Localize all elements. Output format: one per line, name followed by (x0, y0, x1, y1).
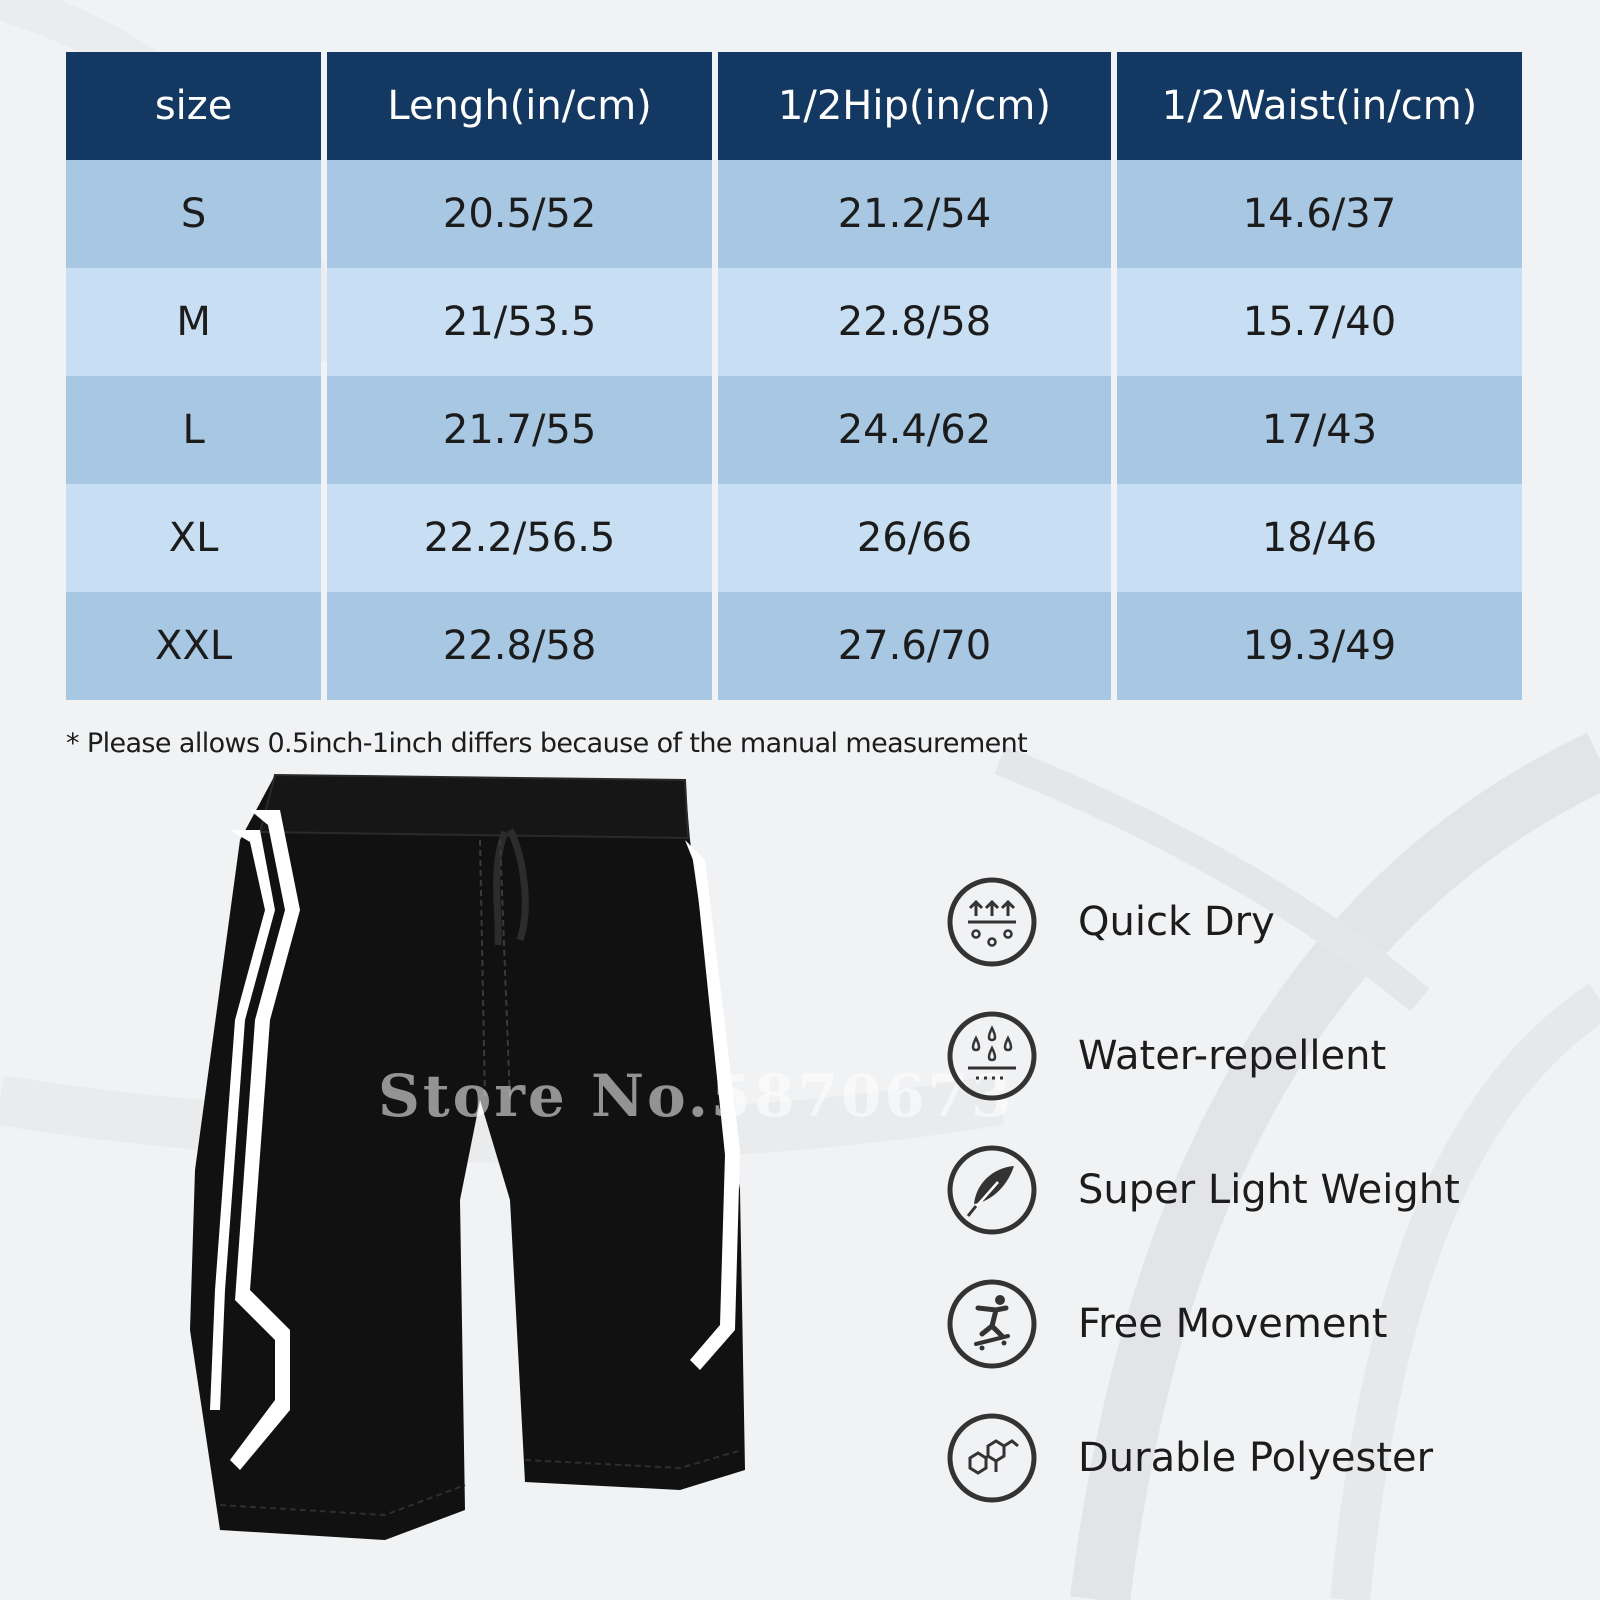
table-row (66, 268, 1522, 376)
length-cell: 22.2/56.5 (327, 484, 712, 592)
length-cell: 21/53.5 (327, 268, 712, 376)
hip-cell: 27.6/70 (718, 592, 1111, 700)
feature-super-light-weight (946, 1142, 1460, 1238)
waist-cell: 17/43 (1117, 376, 1522, 484)
feature-label: Water-repellent (1078, 1033, 1387, 1079)
header-length: Lengh(in/cm) (327, 52, 712, 160)
feature-water-repellent (946, 1008, 1386, 1104)
hip-cell: 21.2/54 (718, 160, 1111, 268)
measurement-note: * Please allows 0.5inch-1inch differs because of the manual measurement (66, 728, 1028, 759)
feature-durable-polyester (946, 1410, 1433, 1506)
skateboarder-icon (946, 1278, 1038, 1370)
hip-cell: 26/66 (718, 484, 1111, 592)
water-repellent-icon (946, 1010, 1038, 1102)
hip-cell: 24.4/62 (718, 376, 1111, 484)
feature-quick-dry (946, 874, 1275, 970)
store-watermark: Store No.5870673 (378, 1062, 1015, 1130)
table-row (66, 592, 1522, 700)
waist-cell: 15.7/40 (1117, 268, 1522, 376)
size-chart-header-row (66, 52, 1522, 160)
length-cell: 22.8/58 (327, 592, 712, 700)
feature-label: Free Movement (1078, 1301, 1388, 1347)
table-row (66, 376, 1522, 484)
table-row (66, 160, 1522, 268)
molecule-icon (946, 1412, 1038, 1504)
waist-cell: 19.3/49 (1117, 592, 1522, 700)
length-cell: 21.7/55 (327, 376, 712, 484)
quick-dry-icon (946, 876, 1038, 968)
size-cell: XL (66, 484, 321, 592)
feature-label: Super Light Weight (1078, 1167, 1460, 1213)
feature-label: Durable Polyester (1078, 1435, 1434, 1481)
header-half-hip: 1/2Hip(in/cm) (718, 52, 1111, 160)
size-cell: M (66, 268, 321, 376)
header-size: size (66, 52, 321, 160)
feather-icon (946, 1144, 1038, 1236)
size-cell: L (66, 376, 321, 484)
size-cell: S (66, 160, 321, 268)
feature-label: Quick Dry (1078, 899, 1275, 945)
table-row (66, 484, 1522, 592)
waist-cell: 18/46 (1117, 484, 1522, 592)
hip-cell: 22.8/58 (718, 268, 1111, 376)
header-half-waist: 1/2Waist(in/cm) (1117, 52, 1522, 160)
waistband (260, 775, 688, 838)
length-cell: 20.5/52 (327, 160, 712, 268)
size-chart-table (60, 52, 1528, 700)
feature-free-movement (946, 1276, 1387, 1372)
size-cell: XXL (66, 592, 321, 700)
shorts-product-image (180, 770, 780, 1570)
waist-cell: 14.6/37 (1117, 160, 1522, 268)
